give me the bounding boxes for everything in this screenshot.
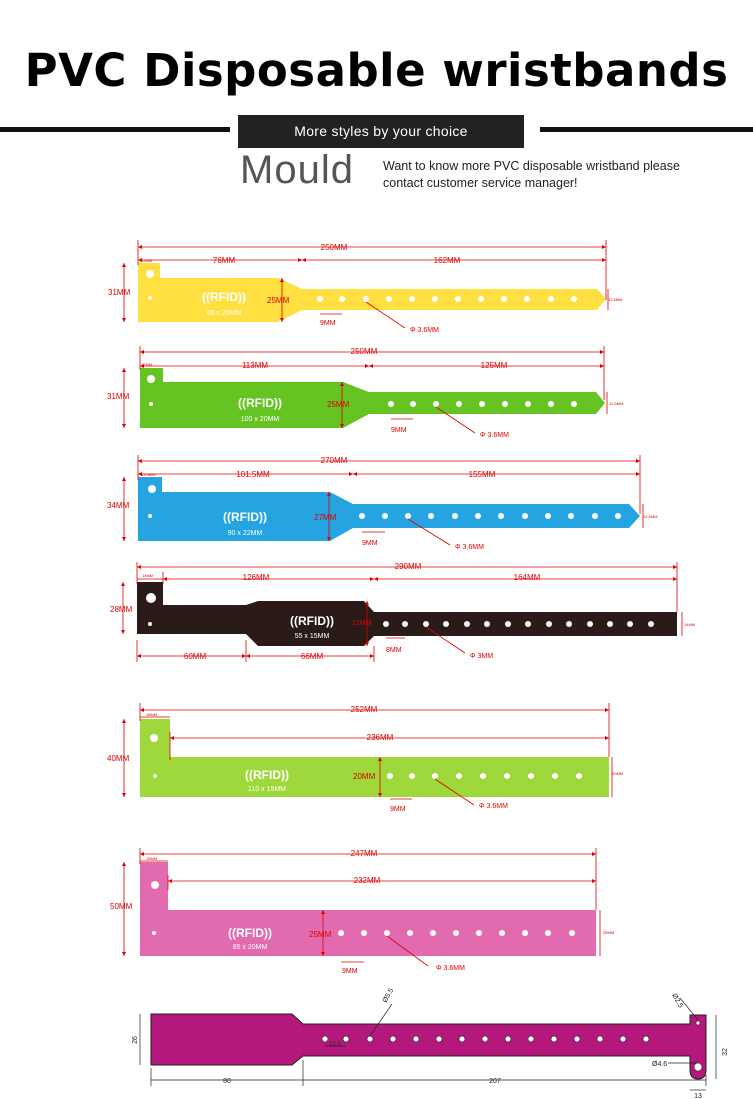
band-lime-rfid: ((RFID)) (245, 768, 289, 782)
band-brown-height: 28MM (110, 605, 133, 614)
band-lime-rfid-size: 110 x 15MM (248, 786, 286, 793)
band-yellow-rfid-size: 65 x 20MM (206, 310, 242, 317)
band-blue-end: 13.5MM (643, 514, 658, 519)
band-green-hole: Φ 3.6MM (480, 432, 509, 439)
band-yellow-hole: Φ 3.6MM (410, 327, 439, 334)
band-brown-rfid: ((RFID)) (290, 614, 334, 628)
band-green-right: 125MM (480, 361, 508, 370)
band-green-height: 31MM (107, 392, 130, 401)
band-magenta-height: 26 (132, 1036, 139, 1044)
band-magenta-left: 80 (223, 1078, 231, 1085)
band-brown-total: 290MM (394, 562, 422, 571)
band-green-left: 113MM (241, 361, 269, 370)
band-yellow-neck: 25MM (267, 296, 290, 305)
band-brown (110, 562, 695, 662)
band-yellow-total: 250MM (320, 243, 348, 252)
band-pink-inner: 232MM (353, 876, 381, 885)
band-brown-neck: 21MM (352, 620, 372, 627)
band-blue-rfid: ((RFID)) (223, 510, 267, 524)
band-blue-height: 34MM (107, 501, 130, 510)
band-brown-bottom-mid: 66MM (300, 652, 324, 661)
band-yellow-height: 31MM (108, 288, 131, 297)
band-blue-rfid-size: 90 x 22MM (227, 530, 263, 537)
band-green-total: 250MM (350, 347, 378, 356)
band-pink-tab: 15MM (146, 856, 158, 861)
band-blue-hole: Φ 3.6MM (455, 544, 484, 551)
band-pink-end: 25MM (603, 930, 615, 935)
band-brown-hole: Φ 3MM (470, 653, 494, 660)
band-green-tab: 12MM (141, 362, 153, 367)
band-blue (107, 455, 657, 551)
band-lime (107, 703, 623, 813)
band-brown-tab: 14MM (142, 573, 154, 578)
band-lime-height: 40MM (107, 754, 130, 763)
band-brown-rfid-size: 55 x 15MM (294, 633, 330, 640)
band-green-pitch: 9MM (391, 427, 407, 434)
band-blue-pitch: 9MM (362, 540, 378, 547)
band-green-body (140, 368, 605, 428)
band-magenta-hole-b: Ø2.5 (670, 992, 684, 1010)
band-brown-body (137, 582, 677, 646)
band-green (107, 346, 623, 439)
band-lime-hole: Φ 3.6MM (479, 803, 508, 810)
band-pink-total: 247MM (350, 849, 378, 858)
band-pink-rfid: ((RFID)) (228, 926, 272, 940)
band-magenta-hole-small: Ø4.6 (652, 1061, 668, 1068)
band-brown-bottom-left: 60MM (183, 652, 207, 661)
band-green-rfid-size: 100 x 20MM (240, 416, 280, 423)
band-magenta-right: 207 (489, 1078, 501, 1085)
band-green-neck: 25MM (327, 400, 350, 409)
band-pink-pitch: 9MM (342, 968, 358, 975)
contact-note-line-1: Want to know more PVC disposable wristband please (383, 159, 680, 173)
band-magenta-pitch: 12.5 (329, 1042, 341, 1048)
band-yellow-rfid: ((RFID)) (202, 290, 246, 304)
band-magenta-body (151, 1014, 706, 1079)
band-pink-height: 50MM (110, 902, 133, 911)
band-blue-total: 270MM (320, 456, 348, 465)
band-blue-left: 101.5MM (236, 470, 270, 479)
band-blue-neck: 27MM (314, 513, 337, 522)
band-blue-right: 155MM (468, 470, 496, 479)
band-lime-inner: 236MM (366, 733, 394, 742)
band-magenta-tab: 13 (694, 1093, 702, 1099)
band-brown-left: 126MM (242, 573, 270, 582)
band-pink-hole: Φ 3.6MM (436, 965, 465, 972)
contact-note-line-2: contact customer service manager! (383, 176, 578, 190)
band-yellow-right: 162MM (433, 256, 461, 265)
band-lime-total: 252MM (350, 705, 378, 714)
band-lime-pitch: 9MM (390, 806, 406, 813)
band-blue-tab: 13.5MM (141, 472, 156, 477)
band-blue-body (138, 477, 640, 541)
band-brown-pitch: 8MM (386, 647, 402, 654)
band-magenta-hole-a: Ø5.5 (381, 987, 396, 1004)
band-lime-neck: 20MM (353, 772, 376, 781)
band-yellow (108, 240, 622, 334)
band-yellow-end: 12.5MM (608, 297, 623, 302)
subtitle-banner: More styles by your choice (238, 115, 524, 148)
band-brown-right: 164MM (513, 573, 541, 582)
page-title: PVC Disposable wristbands (24, 44, 729, 97)
band-lime-end: 20MM (612, 771, 624, 776)
band-yellow-pitch: 9MM (320, 320, 336, 327)
band-lime-tab: 16MM (146, 712, 158, 717)
band-magenta (132, 987, 729, 1099)
band-pink (110, 848, 614, 975)
band-pink-neck: 25MM (309, 930, 332, 939)
band-green-rfid: ((RFID)) (238, 396, 282, 410)
band-pink-rfid-size: 85 x 20MM (232, 944, 268, 951)
band-green-end: 12.5MM (609, 401, 624, 406)
band-lime-body (140, 719, 609, 797)
band-magenta-right-height: 32 (722, 1048, 729, 1056)
band-yellow-left: 76MM (212, 256, 236, 265)
mould-label: Mould (240, 148, 354, 192)
band-yellow-tab: 12MM (141, 258, 153, 263)
band-brown-end: 14MM (684, 622, 696, 627)
